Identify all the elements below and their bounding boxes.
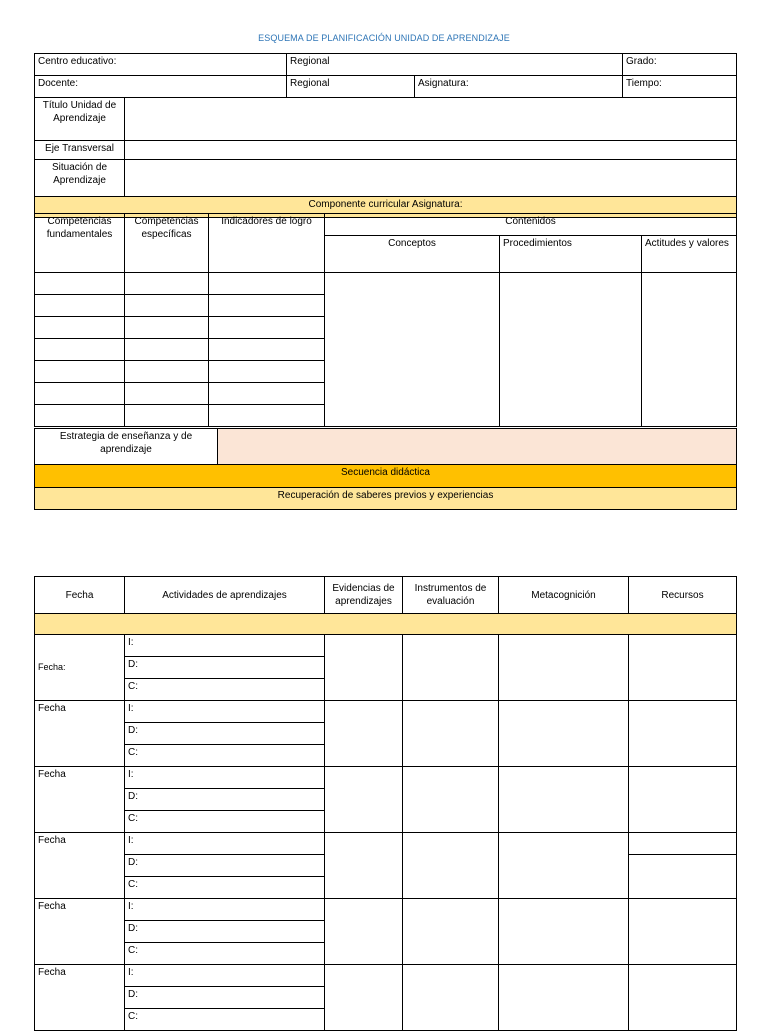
instrumentos-cell[interactable]: [403, 965, 499, 1031]
situacion-input[interactable]: [125, 160, 737, 197]
fecha-cell[interactable]: Fecha: [35, 899, 125, 965]
actividad-desarrollo[interactable]: D:: [125, 855, 325, 877]
actividades-header: Actividades de aprendizajes: [125, 577, 325, 614]
instrumentos-cell[interactable]: [403, 701, 499, 767]
fecha-cell[interactable]: Fecha: [35, 833, 125, 899]
actividad-desarrollo[interactable]: D:: [125, 789, 325, 811]
actitudes-cell[interactable]: [642, 273, 737, 427]
section-band: [35, 614, 737, 635]
indicador-cell[interactable]: [209, 361, 325, 383]
indicador-cell[interactable]: [209, 383, 325, 405]
instrumentos-header: Instrumentos de evaluación: [403, 577, 499, 614]
recursos-cell[interactable]: [629, 965, 737, 1031]
evidencias-cell[interactable]: [325, 833, 403, 899]
comp-esp-cell[interactable]: [125, 383, 209, 405]
contenidos-header: Contenidos: [325, 214, 737, 236]
metacognicion-cell[interactable]: [499, 965, 629, 1031]
estrategia-input[interactable]: [218, 429, 737, 465]
comp-fund-cell[interactable]: [35, 361, 125, 383]
instrumentos-cell[interactable]: [403, 635, 499, 701]
fecha-header: Fecha: [35, 577, 125, 614]
indicadores-logro-header: Indicadores de logro: [209, 214, 325, 273]
conceptos-header: Conceptos: [325, 236, 500, 273]
regional-field-1[interactable]: Regional: [287, 54, 623, 76]
document-title: ESQUEMA DE PLANIFICACIÓN UNIDAD DE APRENDIZAJE: [258, 33, 510, 43]
comp-esp-cell[interactable]: [125, 361, 209, 383]
metacognicion-header: Metacognición: [499, 577, 629, 614]
grado-field[interactable]: Grado:: [623, 54, 737, 76]
competencias-table: [34, 213, 737, 427]
fecha-cell[interactable]: Fecha: [35, 965, 125, 1031]
metacognicion-cell[interactable]: [499, 635, 629, 701]
indicador-cell[interactable]: [209, 405, 325, 427]
actividad-desarrollo[interactable]: D:: [125, 657, 325, 679]
recursos-cell[interactable]: [629, 833, 737, 855]
comp-esp-cell[interactable]: [125, 405, 209, 427]
actividad-inicio[interactable]: I:: [125, 899, 325, 921]
estrategia-table: [34, 428, 737, 510]
actividad-inicio[interactable]: I:: [125, 701, 325, 723]
situacion-label: Situación de Aprendizaje: [35, 160, 125, 197]
recuperacion-saberes-row: Recuperación de saberes previos y experiencias: [35, 488, 737, 510]
comp-fund-cell[interactable]: [35, 317, 125, 339]
actividad-desarrollo[interactable]: D:: [125, 987, 325, 1009]
actividad-desarrollo[interactable]: D:: [125, 723, 325, 745]
instrumentos-cell[interactable]: [403, 833, 499, 899]
metacognicion-cell[interactable]: [499, 899, 629, 965]
titulo-unidad-label: Título Unidad de Aprendizaje: [35, 98, 125, 141]
titulo-unidad-input[interactable]: [125, 98, 737, 141]
recursos-header: Recursos: [629, 577, 737, 614]
indicador-cell[interactable]: [209, 295, 325, 317]
indicador-cell[interactable]: [209, 317, 325, 339]
procedimientos-header: Procedimientos: [500, 236, 642, 273]
comp-esp-cell[interactable]: [125, 295, 209, 317]
metacognicion-cell[interactable]: [499, 767, 629, 833]
comp-fund-cell[interactable]: [35, 339, 125, 361]
competencias-especificas-header: Competencias específicas: [125, 214, 209, 273]
fecha-cell[interactable]: Fecha: [35, 767, 125, 833]
comp-esp-cell[interactable]: [125, 273, 209, 295]
recursos-cell[interactable]: [629, 701, 737, 767]
asignatura-field[interactable]: Asignatura:: [415, 76, 623, 98]
evidencias-cell[interactable]: [325, 965, 403, 1031]
evidencias-cell[interactable]: [325, 701, 403, 767]
actividad-cierre[interactable]: C:: [125, 811, 325, 833]
actividad-inicio[interactable]: I:: [125, 635, 325, 657]
comp-esp-cell[interactable]: [125, 339, 209, 361]
actividad-inicio[interactable]: I:: [125, 833, 325, 855]
estrategia-label: Estrategia de enseñanza y de aprendizaje: [35, 429, 218, 465]
actividad-cierre[interactable]: C:: [125, 877, 325, 899]
indicador-cell[interactable]: [209, 273, 325, 295]
procedimientos-cell[interactable]: [500, 273, 642, 427]
recursos-cell[interactable]: [629, 899, 737, 965]
actividad-cierre[interactable]: C:: [125, 679, 325, 701]
regional-field-2[interactable]: Regional: [287, 76, 415, 98]
actividad-cierre[interactable]: C:: [125, 745, 325, 767]
recursos-cell[interactable]: [629, 767, 737, 833]
competencias-fundamentales-header: Competencias fundamentales: [35, 214, 125, 273]
comp-esp-cell[interactable]: [125, 317, 209, 339]
comp-fund-cell[interactable]: [35, 273, 125, 295]
actividad-inicio[interactable]: I:: [125, 965, 325, 987]
evidencias-cell[interactable]: [325, 767, 403, 833]
recursos-cell[interactable]: [629, 855, 737, 899]
actividad-desarrollo[interactable]: D:: [125, 921, 325, 943]
secuencia-didactica-row: Secuencia didáctica: [35, 465, 737, 488]
instrumentos-cell[interactable]: [403, 899, 499, 965]
actitudes-header: Actitudes y valores: [642, 236, 737, 273]
tiempo-field[interactable]: Tiempo:: [623, 76, 737, 98]
indicador-cell[interactable]: [209, 339, 325, 361]
fecha-cell[interactable]: Fecha: [35, 701, 125, 767]
eje-transversal-input[interactable]: [125, 141, 737, 160]
actividad-inicio[interactable]: I:: [125, 767, 325, 789]
evidencias-cell[interactable]: [325, 899, 403, 965]
actividad-cierre[interactable]: C:: [125, 943, 325, 965]
docente-field[interactable]: Docente:: [35, 76, 287, 98]
fecha-cell[interactable]: Fecha:: [35, 635, 125, 701]
conceptos-cell[interactable]: [325, 273, 500, 427]
actividades-table: [34, 576, 737, 1031]
recursos-cell[interactable]: [629, 635, 737, 701]
eje-transversal-label: Eje Transversal: [35, 141, 125, 160]
comp-fund-cell[interactable]: [35, 295, 125, 317]
metacognicion-cell[interactable]: [499, 701, 629, 767]
evidencias-header: Evidencias de aprendizajes: [325, 577, 403, 614]
evidencias-cell[interactable]: [325, 635, 403, 701]
centro-educativo-field[interactable]: Centro educativo:: [35, 54, 287, 76]
comp-fund-cell[interactable]: [35, 405, 125, 427]
header-table: [34, 53, 737, 218]
metacognicion-cell[interactable]: [499, 833, 629, 899]
componente-curricular-row[interactable]: Componente curricular Asignatura:: [35, 197, 737, 218]
instrumentos-cell[interactable]: [403, 767, 499, 833]
comp-fund-cell[interactable]: [35, 383, 125, 405]
actividad-cierre[interactable]: C:: [125, 1009, 325, 1031]
